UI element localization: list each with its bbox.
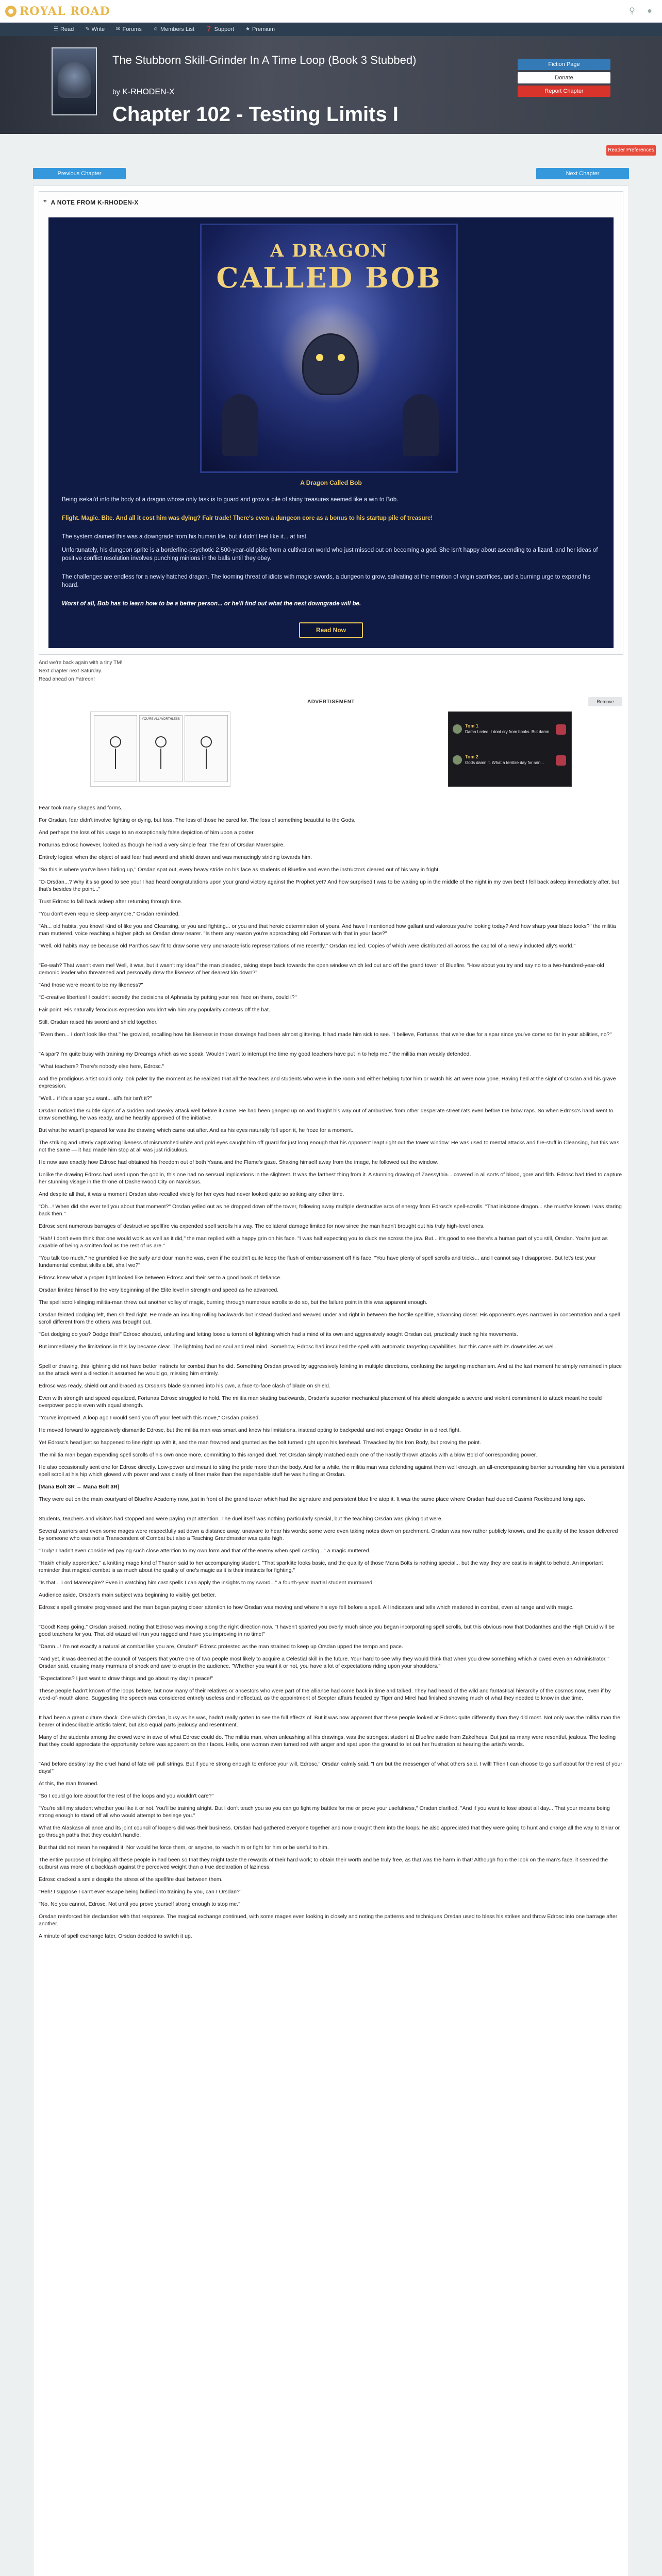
chapter-paragraph: Audience aside, Orsdan's main subject was beginning to visibly get better. [39,1592,217,1598]
chapter-paragraph: Unlike the drawing Edrosc had used upon the goblin, this one had no sensual implications in the slightest. It was the farthest thing from it. A stunning drawing of Zaessythia... covered in all sorts of blood, gore and filth. Edrosc had tried to capture her stunning visage in the throne of Dashenwood City on Narcissus. [39,1172,622,1185]
chapter-paragraph: Orsdan reinforced his declaration with that response. The magical exchange continued, with some mages even looking in closely and noting the patterns and techniques Orsdan used to bless his strikes and throw Edrosc into one barrage after another. [39,1913,618,1927]
chapter-paragraph: "Hakih chially apprentice," a knitting mage kind of Thanon said to her accompanying student. "That sparklite looks basic, and the quality of those Mana Bolts is nothing special... but the way they are cast is in sight to behold. An important reminder that magical combat is as much about the quality of one's magic as it is their instincts for fighting." [39,1560,603,1573]
chapter-paragraph: "And yet, it was deemed at the council of Vaspers that you're one of two people most likely to acquire a Celestial skill in the future. Your hard to see why they would think that when you drew something which allowed even an Administrator." Orsdan said, causing many murmurs of shock and awe to erupt in the audience. "Whether you want it or not, you have a lot of expectations riding upon your shoulders." [39,1656,609,1669]
chapter-paragraph: These people hadn't known of the loops before, but now many of their relatives or ancestors who were part of the alliance had come back in time and talked. They had heard of the wild and fantastical hierarchy of the cosmos now, even if by word-of-mouth alone. Suggesting the speech was considered entirely useless and ineffectual, as the appointment of Scepter affairs headed by Tiger and Mirel had finished showing much of what they needed to know in due time. [39,1688,611,1701]
main-nav [0,23,662,36]
promo-cover-art[interactable] [200,224,458,473]
read-now-button[interactable]: Read Now [299,622,363,638]
nav-item-label: Support [214,26,235,32]
chapter-paragraph: Fair point. His naturally ferocious expression wouldn't win him any popularity contests off the bat. [39,1007,270,1013]
chapter-paragraph: Trust Edrosc to fall back asleep after returning through time. [39,899,183,905]
fiction-author [112,88,175,97]
chapter-paragraph: He also occasionally sent one for Edrosc directly. Low-power and meant to sting the pride more than the body. And for a while, the militia man was defending against them well enough, an all-encompassing barrier surrounding him via a persistent spell scroll at his hip which glowed with power and was clearly of finer make than the expendable stuff he was hurling at Orsdan. [39,1464,624,1478]
chapter-paragraph: "Ah... old habits, you know! Kind of like you and Cleansing, or you and fighting... or you and that heroic determination of yours. And have I mentioned how gallant and valorous you're looking today? And how sharp your blade looks?" the militia man muttered, voice reaching a higher pitch as Orsdan drew nearer. "Is there any reason you're approaching old Fortunas with that in your face?" [39,923,616,937]
chat-message [453,753,568,774]
chapter-paragraph: "Oh...! When did she ever tell you about that moment?" Orsdan yelled out as he dropped down off the tower, following away multiple destructive arcs of energy from Edrosc's spell-scrolls. "That inkstone dragon... she must've known I was staring back then." [39,1204,622,1217]
chapter-paragraph: "Is that... Lord Marenspire? Even in watching him cast spells I can apply the insights to my sword..." a fourth-year martial student murmured. [39,1580,374,1586]
nav-item-label: Premium [252,26,275,32]
dragon-illustration [302,333,359,395]
chapter-paragraph: The spell scroll-slinging militia-man threw out another volley of magic, burning through numerous scrolls to do so, but the failure point in this was apparent enough. [39,1299,428,1306]
chapter-paragraph: "And those were meant to be my likeness?" [39,982,143,988]
chapter-paragraph: "Heh! I suppose I can't ever escape being bullied into training by you, can I Orsdan?" [39,1889,242,1895]
advertisement-label: ADVERTISEMENT [307,699,355,705]
dragon-eye-left [316,354,323,361]
chapter-paragraph: But what he wasn't prepared for was the drawing which came out after. And as his eyes naturally fell upon it, he froze for a moment. [39,1127,354,1133]
chapter-paragraph: At this, the man frowned. [39,1781,99,1787]
chapter-paragraph: The striking and utterly captivating likeness of mismatched white and gold eyes caught him off guard for just long enough that his opponent leapt right out the tower window. He was used to mental attacks and fire-stuff in Cleansing, but this was not the same — it had made him stop at all was just ridiculous. [39,1140,620,1153]
chapter-paragraph: Orsdan feinted dodging left, then shifted right. He made an insulting rolling backwards but instead ducked and weaved under and right in between the hostile spellfire, advancing closer. His opponent's eyes narrowed in concentration and a spell scroll different from the others was brought out. [39,1312,620,1325]
chapter-paragraph: "Well... if it's a spar you want... all's fair isn't it?" [39,1095,152,1101]
chapter-content [33,185,629,2576]
promo-paragraph: Being isekai'd into the body of a dragon whose only task is to guard and grow a pile of shiny treasures seemed like a win to Bob. [62,497,399,503]
chapter-paragraph: "Well, old habits may be because old Panthos saw fit to draw some very uncharacteristic representations of me recently," Orsdan replied. Copies of which were distributed all across the capitol of a newly inducted ally's world." [39,943,576,949]
chapter-paragraph: A minute of spell exchange later, Orsdan decided to switch it up. [39,1933,192,1939]
chapter-paragraph: He now saw exactly how Edrosc had obtained his freedom out of both Ysana and the Flame's gaze. Shaking himself away from the image, he followed out the window. [39,1159,438,1165]
promo-banner [48,217,614,648]
chapter-paragraph: Several warriors and even some mages were respectfully sat down a distance away, unaware to hear his words; some were even taking notes down on parchment. Orsdan was now rather publicly known, and the quality of the lesson delivered by someone who was not a Transcendent of Combat but also a Teaching Grandmaster was quite high. [39,1528,618,1541]
chapter-paragraph: Spell or drawing, this lightning did not have better instincts for combat than he did. Something Orsdan proved by aggressively feinting in multiple directions, confusing the targeting mechanism. And at the last moment he simply remained in place as the attack went a direction it assumed he would go, missing him entirely. [39,1363,622,1377]
nav-item-label: Read [60,26,74,32]
chapter-paragraph: "Hah! I don't even think that one would work as well as it did," the man replied with a happy grin on his face. "I was half expecting you to cluck me across the jaw. But... it's good to see there's a human part of you still, Orsdan. You're just as capable of being a smitten fool as the rest of us are." [39,1235,608,1249]
chapter-paragraph: Edrosc cracked a smile despite the stress of the spellfire dual between them. [39,1876,223,1883]
chapter-paragraph: Students, teachers and visitors had stopped and were paying rapt attention. The duel itself was nothing particularly special, but the teaching Orsdan was giving out were. [39,1516,443,1522]
chapter-paragraph: Yet Edrosc's head just so happened to line right up with it, and the man frowned and grunted as the bolt turned right upon his forehead. Thwacked by his Iron Body, but proving the point. [39,1439,482,1446]
chapter-paragraph: Edrosc sent numerous barrages of destructive spellfire via expended spell scrolls his way. The collateral damage limited for now since the man hadn't brought out his truly high-level ones. [39,1223,485,1229]
chapter-paragraph: Entirely logical when the object of said fear had sword and shield drawn and was menacingly striding towards him. [39,854,312,860]
author-note-title [43,199,139,206]
character-left [222,394,258,456]
chapter-paragraph: "C-creative liberties! I couldn't secretly the decisions of Aphrasta by putting your real face on there, could I?" [39,994,297,1001]
chapter-paragraph: Even with strength and speed equalized, Fortunas Edrosc struggled to hold. The militia man skating backwards, Orsdan's superior mechanical placement of his shield alongside a severe and violent commitment to attack meant he could overpower people even with equal strength. [39,1395,602,1409]
ad-chat-image[interactable] [448,711,572,787]
chat-name: Tom 1 [465,723,478,728]
chapter-paragraph: "Ee-wah? That wasn't even me! Well, it was, but it wasn't my idea!" the man pleaded, taking steps back towards the open window which led out and off the grand tower of Bluefire. "How about you try and say no to a two-hundred-year-old demonic leader who threatened and personally drew the likeness of her dearest kin down?" [39,962,604,976]
next-chapter-button[interactable]: Next Chapter [536,168,629,179]
chapter-paragraph: "Good! Keep going," Orsdan praised, noting that Edrosc was moving along the right direction now. "I haven't sparred you overly much since you began incorporating spell scrolls, but this obvious now that Dodanthes and the High Druid will be good teachers for you. That old wizard will run you ragged and have you improving in no time!" [39,1624,615,1637]
search-icon[interactable]: ⚲ [629,7,635,15]
nav-item-label: Members List [160,26,195,32]
top-icons [627,6,655,16]
chapter-paragraph: What the Alaskasn alliance and its joint council of loopers did was their business. Orsdan had gathered everyone together and now brought them into the loops; he also appreciated that they were going to hunt and charge all the way to Shiar or go through paths that they couldn't handle. [39,1825,620,1838]
top-bar [0,0,662,23]
chapter-paragraph: And despite all that, it was a moment Orsdan also recalled vividly for her eyes had never looked quite so striking any other time. [39,1191,344,1197]
donate-button[interactable]: Donate [518,72,610,83]
chat-text: Gods damn it. What a terrible day for rain... [465,760,544,765]
author-by-label: by [112,88,120,96]
ad-comic-image[interactable] [90,711,230,787]
chapter-paragraph: Fortunas Edrosc however, looked as though he had a very simple fear. The fear of Orsdan Marenspire. [39,842,285,848]
chat-text: Damn I cried. I dont cry from books. But damn. [465,730,551,734]
comic-panel-1 [94,715,137,782]
chapter-paragraph: But that did not mean he required it. Nor would he force them, or anyone, to reach him or fight for him or be useful to him. [39,1844,329,1851]
chapter-paragraph: "O-Orsdan...? Why it's so good to see you! I had heard congratulations upon your grand victory against the Prophet yet? And how surprised I was to be waking up in the middle of the night in my own bed! I fell back asleep immediately after, but that's besides the point..." [39,879,619,892]
promo-title-line2: CALLED BOB [216,261,442,294]
nav-item-premium[interactable] [242,23,278,36]
cover-art [58,62,91,98]
chapter-paragraph: Orsdan limited himself to the very beginning of the Elite level in strength and speed as he advanced. [39,1287,279,1293]
chapter-paragraph: Orsdan noticed the subtle signs of a sudden and sneaky attack well before it came. He had been ganged up on and fought his way out of ambushes from other desperate street rats even before the brow raps. So when Edrosc's hand went to draw something, he was ready, and he heartily approved of the initiative. [39,1108,614,1121]
chapter-paragraph: "You talk too much," he grumbled like the surly and dour man he was, even if he couldn't quite keep the flush of embarrassment off his face. "You have plenty of spell scrolls and tricks... and I cannot say I disapprove. But let's test your fundamental combat skills a bit, shall we?" [39,1255,596,1268]
chapter-paragraph: "What teachers? There's nobody else here, Edrosc." [39,1063,164,1070]
comic-panel-2 [139,715,183,782]
chapter-paragraph: "So this is where you've been hiding up," Orsdan spat out, every heavy stride on his face as students of Bluefire and even the instructors cleared out of his way in fright. [39,867,440,873]
chat-name: Tom 2 [465,754,478,759]
author-note-line: Read ahead on Patreon! [39,676,95,682]
chapter-paragraph: "Damn...! I'm not exactly a natural at combat like you are, Orsdan!" Edrosc protested as the man strained to keep up Orsdan upped the tempo and pace. [39,1643,403,1650]
chapter-paragraph: "Truly! I hadn't even considered paying such close attention to my own form and that of the enemy when spell casting..." a magic muttered. [39,1548,371,1554]
fiction-page-button[interactable]: Fiction Page [518,59,610,70]
book-icon: ☰ [54,26,58,32]
chapter-title: Chapter 102 - Testing Limits I [112,103,399,126]
site-logo[interactable] [5,4,110,19]
dragon-eye-right [338,354,345,361]
pen-icon: ✎ [85,26,90,32]
character-right [403,394,439,456]
chapter-paragraph: Still, Orsdan raised his sword and shield together. [39,1019,158,1025]
promo-paragraph: Worst of all, Bob has to learn how to be a better person... or he'll find out what the next downgrade will be. [62,601,361,607]
nav-item-forums[interactable] [113,23,145,36]
user-icon[interactable]: ● [647,7,652,15]
chat-avatar [453,724,462,734]
chapter-paragraph: And perhaps the loss of his usage to an exceptionally false depiction of him upon a poster. [39,829,255,836]
chapter-paragraph: It had been a great culture shock. One which Orsdan, busy as he was, hadn't really gotten to see the full effects of. But it was now apparent that these people looked at Edrosc quite differently than they did most. Not only was the militia man the bearer of indescribable artistic talent, but also equal parts jealousy and resentment. [39,1715,621,1728]
chapter-paragraph: "You've improved. A loop ago I would send you off your feet with this move," Orsdan praised. [39,1415,260,1421]
nav-item-write[interactable] [82,23,108,36]
promo-caption: A Dragon Called Bob [300,479,362,486]
star-icon: ★ [245,26,250,32]
comic-caption: YOU'RE ALL WORTHLESS [142,718,180,721]
chapter-paragraph: "And before destiny lay the cruel hand of fate will pull strings. But if you're strong enough to enforce your will, Edrosc," Orsdan calmly said. "I am but the messenger of what others said. I will! Then I can choose to go surf about for the rest of your days!" [39,1761,622,1774]
chapter-paragraph: Edrosc was ready, shield out and braced as Orsdan's blade slammed into his own, a face-to-face clash of blade on shield. [39,1383,330,1389]
author-note [39,191,623,655]
chapter-paragraph: "So I could go lore about for the rest of the loops and you wouldn't care?" [39,1793,214,1799]
chat-avatar [453,755,462,765]
chat-message [453,722,568,743]
chapter-paragraph: Fear took many shapes and forms. [39,805,123,811]
forum-icon: ✉ [116,26,121,32]
nav-item-read[interactable] [51,23,77,36]
author-note-title-text: A NOTE FROM K-RHODEN-X [51,199,139,206]
promo-paragraph: Flight. Magic. Bite. And all it cost him was dying? Fair trade! There's even a dungeon core as a bonus to his startup pile of treasure! [62,515,433,521]
chapter-paragraph: They were out on the main courtyard of Bluefire Academy now, just in front of the grand tower which had the signature and persistent blue fire atop it. It was the same place where Orsdan had dueled Casimir Rockbound long ago. [39,1496,585,1502]
promo-paragraph: The system claimed this was a downgrade from his human life, but it didn't feel like it... at first. [62,534,308,540]
previous-chapter-button[interactable]: Previous Chapter [33,168,126,179]
nav-item-label: Write [91,26,105,32]
chapter-paragraph: "You're still my student whether you like it or not. You'll be training alright. But I don't teach you so you can go fight my battles for me or prove your usefulness," Orsdan clarified. "And if you want to lose about all day... That your means being strong enough to stand off all who would attempt to besiege you." [39,1805,610,1819]
comment-icon: ❞ [43,199,47,206]
section-break: [Mana Bolt 3R → Mana Bolt 3R] [39,1484,120,1490]
emoji-icon [556,724,566,735]
chapter-paragraph: "You don't even require sleep anymore," Orsdan reminded. [39,911,180,917]
nav-item-support[interactable] [203,23,237,36]
fiction-header [0,36,662,134]
author-note-line: And we're back again with a tiny TM! [39,660,123,666]
nav-item-members-list[interactable] [150,23,197,36]
users-icon: ☺ [153,26,159,32]
report-chapter-button[interactable]: Report Chapter [518,86,610,97]
reader-preferences-button[interactable]: Reader Preferences [606,145,656,156]
chapter-paragraph: The entire purpose of bringing all these people in had been so that they might taste the rewards of their hard work; to obtain their worth and be truly free, as that was the harm in that! Although from the look on the man's face, it seemed the outburst was more of a backlash against the perceived weight than a true declaration of laziness. [39,1857,608,1870]
chapter-paragraph: The militia man began expending spell scrolls of his own once more, committing to this ranged duel. Yet Orsdan simply matched each one of the hastily thrown attacks with a blow Bold of corresponding power. [39,1452,537,1458]
chapter-paragraph: "A spar? I'm quite busy with training my Dreamgs which as we speak. Wouldn't want to interrupt the time my good teachers have put in to help me," the militia man weakly defended. [39,1051,471,1057]
logo-text: ROYAL ROAD [20,5,110,18]
remove-ad-button[interactable]: Remove [588,697,622,706]
logo-icon [5,6,16,17]
fiction-cover[interactable] [52,47,97,115]
promo-paragraph: Unfortunately, his dungeon sprite is a borderline-psychotic 2,500-year-old pixie from a cultivation world who just missed out on becoming a god. She isn't happy about ascending to a lizard, and her ideas of positive conflict resolution involves punching minions in the balls until they obey. [62,547,598,562]
chapter-paragraph: "No. No you cannot, Edrosc. Not until you prove yourself strong enough to stop me." [39,1901,240,1907]
support-icon: ❓ [206,26,212,32]
chapter-paragraph: For Orsdan, fear didn't involve fighting or dying, but loss. The loss of those he cared for. The loss of something beautiful to the Gods. [39,817,356,823]
comic-panel-3 [185,715,228,782]
chapter-paragraph: But immediately the limitations in this lay became clear. The lightning had no soul and real mind. Somehow, Edrosc had inscribed the spell with automatic targeting capabilities, but this came with its downsides as well. [39,1344,556,1350]
emoji-icon [556,755,566,766]
fiction-title[interactable]: The Stubborn Skill-Grinder In A Time Loop (Book 3 Stubbed) [112,54,417,66]
chapter-paragraph: Edrosc knew what a proper fight looked like between Edrosc and their set to a good book of defiance. [39,1275,282,1281]
chapter-paragraph: "Get dodging do you? Dodge this!" Edrosc shouted, unfurling and letting loose a torrent of lightning which had a mind of its own and aggressively sought Orsdan out, practically tracking his movements. [39,1331,518,1337]
chapter-paragraph: Many of the students among the crowd were in awe of what Edrosc could do. The militia man, when unleashing all his drawings, was the strongest student at Bluefire aside from Zakelheus. But just as many were resentful, jealous. The feeling that they could appreciate the opportunity before was apparent on their faces. Hells, one woman even turned red with anger and spat upon the ground to let out her frustration at hearing the artist's words. [39,1734,616,1748]
chapter-paragraph: "Even then... I don't look like that." he growled, recalling how his likeness in those drawings had been almost glittering. It had made him sick to see. "I believe, Fortunas, that we're due for a spar since you've come so far in your abilities, no?" [39,1031,612,1038]
chapter-paragraph: Edrosc's spell grimoire progressed and the man began paying closer attention to how Orsdan was moving and where his eye fell before a spell. All indicators and tells which mattered in combat, even at range and with magic. [39,1604,574,1611]
chapter-paragraph: And the prodigious artist could only look paler by the moment as he realized that all the teachers and students who were in the room and either helping tutor him or watch his art were now gone. Having fled at the sight of Orsdan and his grave expression. [39,1076,616,1089]
promo-paragraph: The challenges are endless for a newly hatched dragon. The looming threat of idiots with magic swords, a dungeon to grow, salivating at the mention of virgin sacrifices, and a burning urge to expand his hoard. [62,574,591,588]
nav-item-label: Forums [122,26,142,32]
author-note-line: Next chapter next Saturday. [39,668,103,674]
author-link[interactable]: K-RHODEN-X [122,88,175,96]
chapter-paragraph: "Expectations? I just want to draw things and go about my day in peace!" [39,1675,213,1682]
promo-title-line1: A DRAGON [270,241,388,261]
chapter-paragraph: He moved forward to aggressively dismantle Edrosc, but the militia man was smart and knew his limitations, instead opting to backpedal and not engage Orsdan in a direct fight. [39,1427,461,1433]
